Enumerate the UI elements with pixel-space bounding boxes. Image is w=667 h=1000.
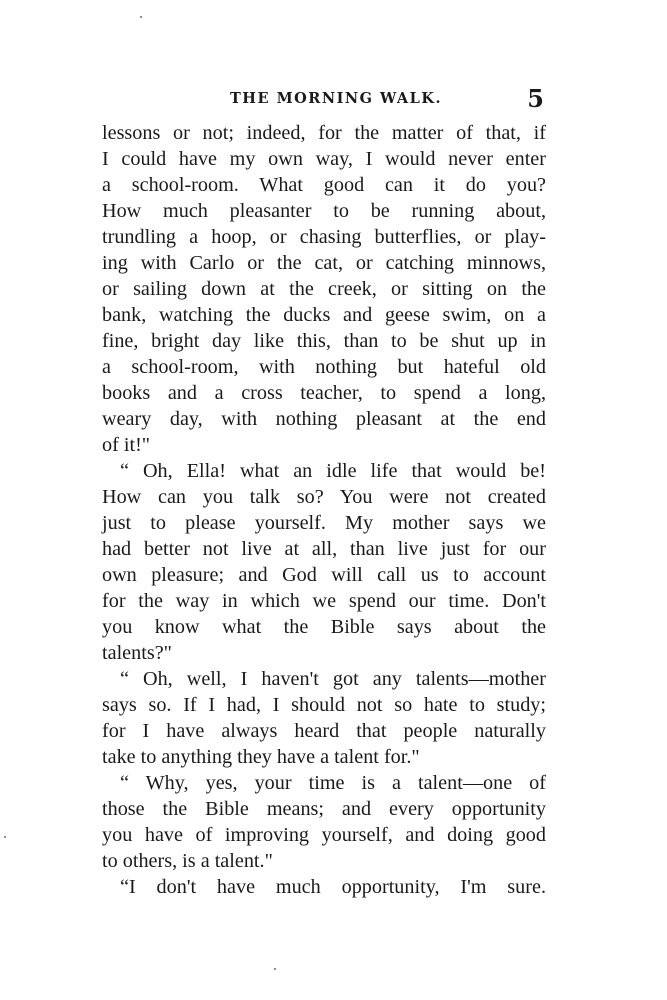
paper-speck [274, 968, 276, 970]
text-line: How can you talk so? You were not created [102, 486, 546, 508]
paper-speck [140, 16, 142, 18]
text-line: or sailing down at the creek, or sitting on the [102, 278, 546, 300]
text-line: own pleasure; and God will call us to account [102, 564, 546, 586]
body-text [102, 120, 546, 900]
page-number: 5 [527, 84, 544, 113]
text-line: take to anything they have a talent for." [102, 746, 420, 768]
running-head: THE MORNING WALK. [230, 90, 442, 107]
text-line: I could have my own way, I would never enter [102, 148, 546, 170]
text-line: bank, watching the ducks and geese swim, on a [102, 304, 546, 326]
text-line: had better not live at all, than live just for our [102, 538, 546, 560]
text-line: “ Oh, well, I haven't got any talents—mother [120, 668, 546, 690]
text-line: trundling a hoop, or chasing butterflies, or play- [102, 226, 546, 248]
text-line: those the Bible means; and every opportunity [102, 798, 546, 820]
paper-speck [4, 836, 6, 838]
text-line: “ Why, yes, your time is a talent—one of [120, 772, 546, 794]
text-line: for I have always heard that people naturally [102, 720, 546, 742]
text-line: books and a cross teacher, to spend a long, [102, 382, 546, 404]
text-line: for the way in which we spend our time. Don't [102, 590, 546, 612]
text-line: to others, is a talent." [102, 850, 273, 872]
text-line: you know what the Bible says about the [102, 616, 546, 638]
text-line: lessons or not; indeed, for the matter of that, if [102, 122, 546, 144]
text-line: you have of improving yourself, and doing good [102, 824, 546, 846]
text-line: talents?" [102, 642, 172, 664]
text-line: says so. If I had, I should not so hate to study; [102, 694, 546, 716]
text-line: weary day, with nothing pleasant at the end [102, 408, 546, 430]
text-line: just to please yourself. My mother says we [102, 512, 546, 534]
text-line: of it!" [102, 434, 151, 456]
text-line: How much pleasanter to be running about, [102, 200, 546, 222]
text-line: fine, bright day like this, than to be shut up in [102, 330, 546, 352]
page-header [102, 84, 546, 114]
text-line: a school-room. What good can it do you? [102, 174, 546, 196]
text-line: “ Oh, Ella! what an idle life that would be! [120, 460, 546, 482]
text-line: a school-room, with nothing but hateful old [102, 356, 546, 378]
text-line: ing with Carlo or the cat, or catching minnows, [102, 252, 546, 274]
text-line: “I don't have much opportunity, I'm sure. [120, 876, 546, 898]
